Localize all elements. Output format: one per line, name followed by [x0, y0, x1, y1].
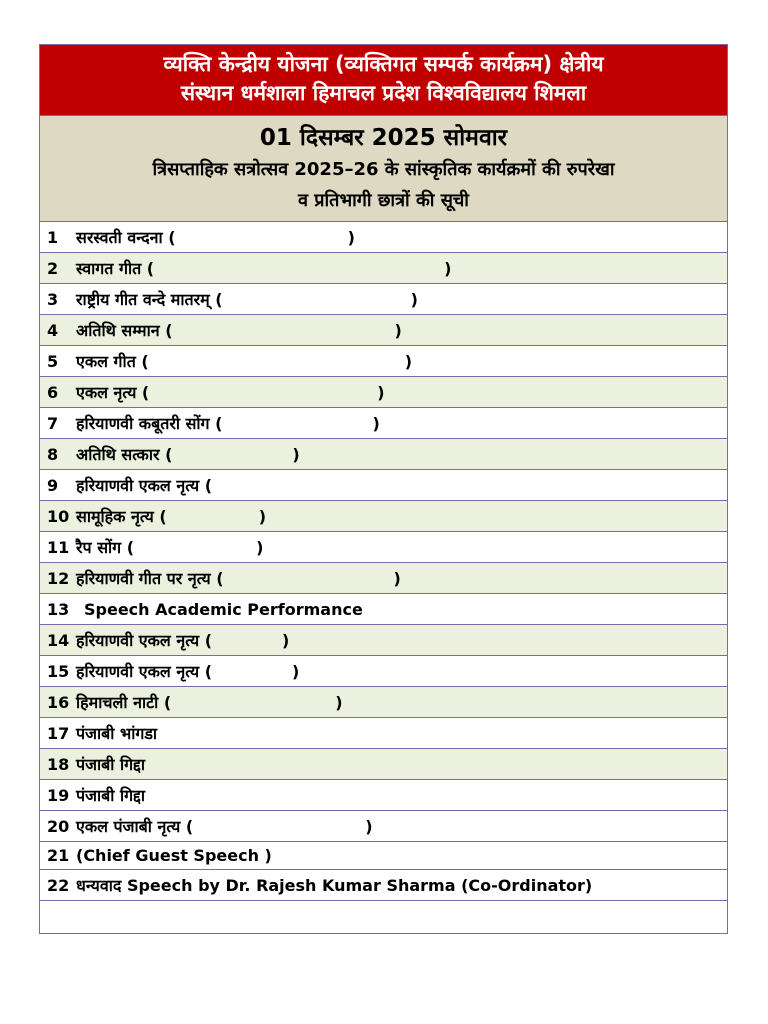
program-title-line-1: त्रिसप्ताहिक सत्रोत्सव 2025–26 के सांस्कृतिक कार्यक्रमों की रुपरेखा: [152, 159, 615, 180]
row-label: स्वागत गीत (: [76, 259, 155, 278]
row-label: हरियाणवी एकल नृत्य (: [76, 476, 213, 495]
program-row: [40, 687, 727, 718]
program-row: [40, 656, 727, 687]
row-label: (Chief Guest Speech ): [76, 846, 272, 865]
row-number: 5: [47, 351, 59, 371]
row-number: 20: [47, 816, 70, 836]
row-number: 6: [47, 382, 59, 402]
row-number: 10: [47, 506, 70, 526]
row-close-paren: ): [282, 630, 290, 650]
row-close-paren: ): [393, 568, 401, 588]
row-number: 16: [47, 692, 70, 712]
row-close-paren: ): [404, 351, 413, 371]
program-subheader: [40, 116, 727, 222]
program-row: [40, 563, 727, 594]
program-row: [40, 501, 727, 532]
row-number: 7: [47, 413, 59, 433]
institution-header: [40, 45, 727, 116]
row-label: अतिथि सम्मान (: [76, 321, 173, 340]
row-label: पंजाबी भांगडा: [76, 724, 158, 743]
program-row: [40, 842, 727, 870]
program-row: [40, 315, 727, 346]
program-row: [40, 377, 727, 408]
row-close-paren: ): [377, 382, 385, 402]
row-close-paren: ): [258, 506, 267, 526]
row-number: 8: [47, 444, 59, 464]
row-label: हरियाणवी गीत पर नृत्य (: [76, 569, 224, 588]
program-row: [40, 439, 727, 470]
program-row: [40, 284, 727, 315]
row-label: धन्यवाद Speech by Dr. Rajesh Kumar Sharma (Co-Ordinator): [76, 876, 593, 895]
row-label: एकल नृत्य (: [76, 383, 150, 402]
row-label: हरियाणवी एकल नृत्य (: [76, 662, 213, 681]
program-row: [40, 749, 727, 780]
row-label: एकल पंजाबी नृत्य (: [76, 817, 194, 836]
row-close-paren: ): [292, 444, 300, 464]
row-label: राष्ट्रीय गीत वन्दे मातरम् (: [76, 290, 223, 309]
row-number: 21: [47, 846, 70, 865]
row-close-paren: ): [410, 289, 418, 309]
program-row: [40, 346, 727, 377]
row-close-paren: ): [292, 661, 300, 681]
header-line-1: व्यक्ति केन्द्रीय योजना (व्यक्तिगत सम्पर्क कार्यक्रम) क्षेत्रीय: [163, 52, 604, 76]
program-row: [40, 408, 727, 439]
program-row: [40, 532, 727, 563]
program-row: [40, 780, 727, 811]
row-label: एकल गीत (: [76, 352, 149, 371]
row-number: 12: [47, 568, 70, 588]
program-row: [40, 594, 727, 625]
empty-row: [40, 901, 727, 933]
row-number: 19: [47, 785, 70, 805]
row-label: हरियाणवी कबूतरी सोंग (: [76, 414, 223, 433]
row-close-paren: ): [394, 320, 402, 340]
program-row: [40, 811, 727, 842]
row-label: हरियाणवी एकल नृत्य (: [76, 631, 213, 650]
program-row: [40, 870, 727, 901]
row-number: 3: [47, 289, 59, 309]
header-line-2: संस्थान धर्मशाला हिमाचल प्रदेश विश्वविद्यालय शिमला: [180, 81, 587, 105]
program-sheet: [39, 44, 728, 934]
row-label: हिमाचली नाटी (: [76, 693, 172, 712]
row-close-paren: ): [347, 227, 355, 247]
program-row: [40, 253, 727, 284]
program-row: [40, 470, 727, 501]
row-number: 13: [47, 599, 70, 619]
row-close-paren: ): [335, 692, 343, 712]
row-number: 15: [47, 661, 70, 681]
row-number: 2: [47, 258, 59, 278]
row-number: 14: [47, 630, 70, 650]
row-number: 17: [47, 723, 70, 743]
row-label: पंजाबी गिद्दा: [76, 786, 145, 805]
program-row: [40, 718, 727, 749]
row-close-paren: ): [256, 537, 264, 557]
program-title-line-2: व प्रतिभागी छात्रों की सूची: [298, 190, 469, 211]
row-close-paren: ): [444, 258, 452, 278]
row-close-paren: ): [365, 816, 373, 836]
row-number: 4: [47, 320, 59, 340]
row-label: अतिथि सत्कार (: [76, 445, 173, 464]
row-label: रैप सोंग (: [76, 538, 135, 557]
row-label: पंजाबी गिद्दा: [76, 755, 145, 774]
row-number: 1: [47, 227, 59, 247]
program-row: [40, 625, 727, 656]
row-number: 18: [47, 754, 70, 774]
program-row: [40, 222, 727, 253]
row-close-paren: ): [372, 413, 380, 433]
row-number: 22: [47, 875, 70, 895]
row-label: सामूहिक नृत्य (: [76, 507, 167, 526]
row-label: Speech Academic Performance: [84, 599, 363, 619]
program-list: [40, 222, 727, 933]
row-label: सरस्वती वन्दना (: [76, 228, 176, 247]
row-number: 11: [47, 537, 70, 557]
row-number: 9: [47, 475, 59, 495]
program-date: 01 दिसम्बर 2025 सोमवार: [259, 125, 508, 151]
